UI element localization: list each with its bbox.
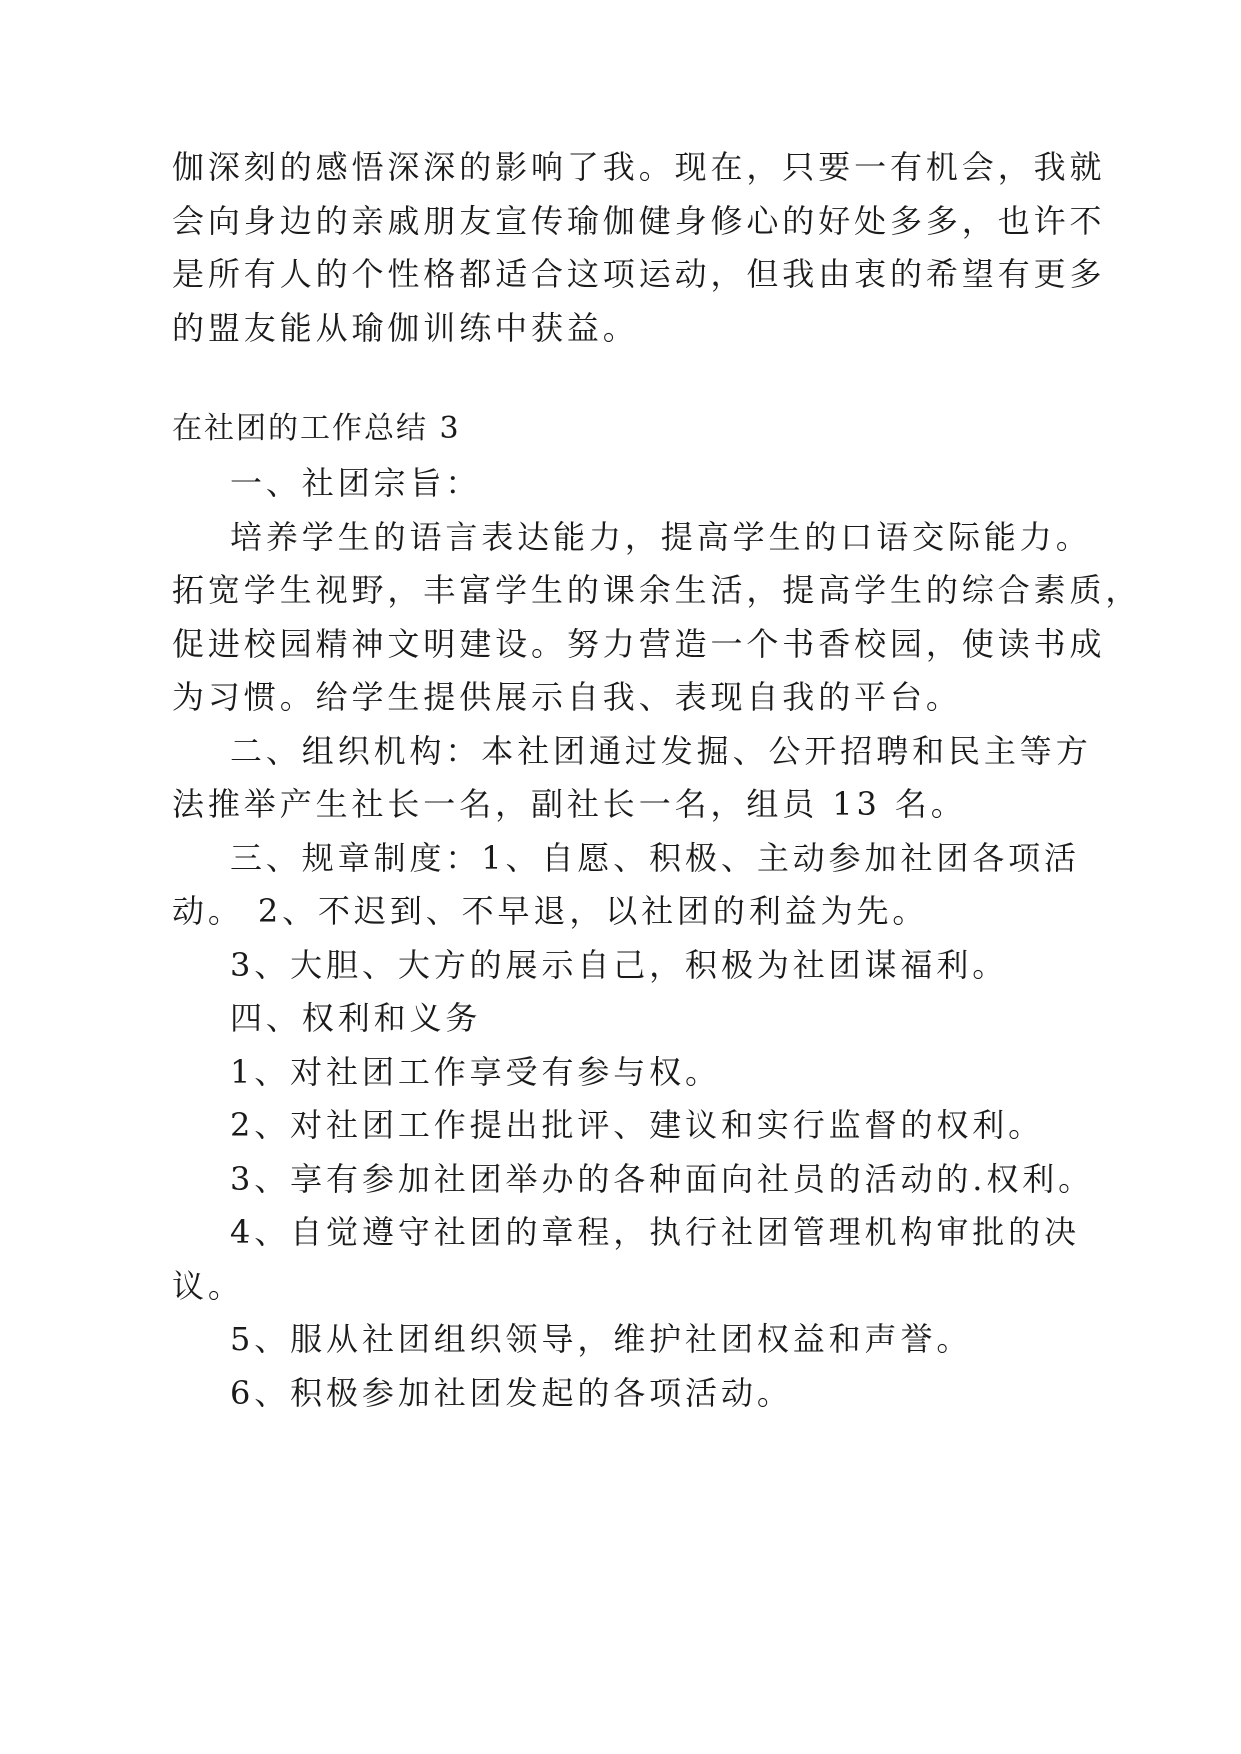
paragraph-line: 培养学生的语言表达能力，提高学生的口语交际能力。: [230, 518, 1092, 556]
list-item: 3、享有参加社团举办的各种面向社员的活动的.权利。: [230, 1160, 1095, 1198]
list-item: 3、大胆、大方的展示自己，积极为社团谋福利。: [230, 946, 1009, 984]
paragraph-line: 为习惯。给学生提供展示自我、表现自我的平台。: [172, 678, 962, 716]
paragraph-line: 是所有人的个性格都适合这项运动，但我由衷的希望有更多: [172, 255, 1106, 293]
paragraph-line: 议。: [172, 1267, 244, 1305]
paragraph-line: 法推举产生社长一名，副社长一名，组员 13 名。: [172, 785, 967, 823]
paragraph-line: 三、规章制度：1、自愿、积极、主动参加社团各项活: [230, 839, 1080, 877]
paragraph-line: 的盟友能从瑜伽训练中获益。: [172, 309, 639, 347]
paragraph-line: 二、组织机构：本社团通过发掘、公开招聘和民主等方: [230, 732, 1092, 770]
paragraph-line: 伽深刻的感悟深深的影响了我。现在，只要一有机会，我就: [172, 148, 1106, 186]
list-item: 4、自觉遵守社团的章程，执行社团管理机构审批的决: [230, 1213, 1080, 1251]
paragraph-line: 会向身边的亲戚朋友宣传瑜伽健身修心的好处多多，也许不: [172, 202, 1106, 240]
paragraph-line: 动。 2、不迟到、不早退，以社团的利益为先。: [172, 892, 929, 930]
list-item: 5、服从社团组织领导，维护社团权益和声誉。: [230, 1320, 973, 1358]
section-heading: 一、社团宗旨：: [230, 464, 482, 502]
paragraph-line: 促进校园精神文明建设。努力营造一个书香校园，使读书成: [172, 625, 1106, 663]
section-heading: 四、权利和义务: [230, 999, 482, 1037]
section-title: 在社团的工作总结 3: [172, 411, 461, 446]
list-item: 1、对社团工作享受有参与权。: [230, 1053, 721, 1091]
list-item: 2、对社团工作提出批评、建议和实行监督的权利。: [230, 1106, 1045, 1144]
list-item: 6、积极参加社团发起的各项活动。: [230, 1374, 793, 1412]
paragraph-line: 拓宽学生视野，丰富学生的课余生活，提高学生的综合素质，: [172, 571, 1142, 609]
